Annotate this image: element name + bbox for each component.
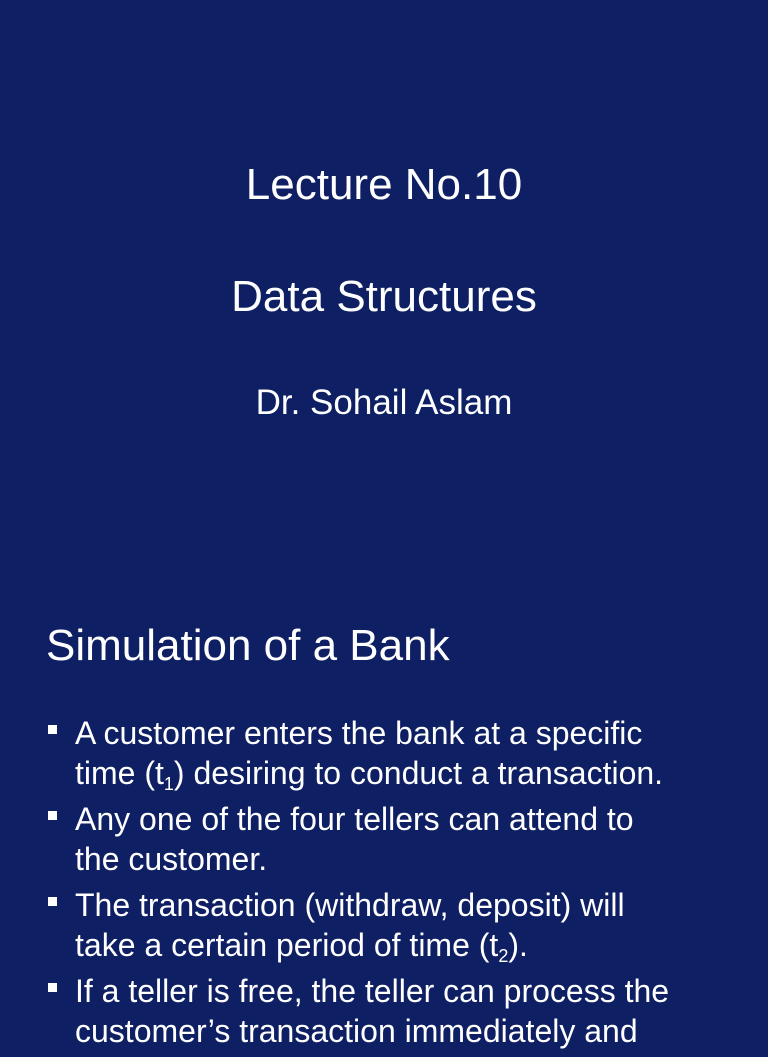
list-item [0, 971, 768, 1051]
bullet-text-line: If a teller is free, the teller can process the [75, 973, 670, 1009]
bullet-list [0, 713, 768, 1057]
list-item [0, 799, 768, 879]
bullet-text-line: the customer. [75, 841, 268, 877]
square-bullet-icon [48, 811, 57, 820]
bullet-text-fragment: ). [508, 927, 528, 963]
list-item [0, 713, 768, 793]
bullet-text-fragment: time (t [75, 755, 164, 791]
bullet-text-fragment: take a certain period of time (t [75, 927, 499, 963]
bullet-text-line: Any one of the four tellers can attend to [75, 801, 634, 837]
square-bullet-icon [48, 897, 57, 906]
author-name: Dr. Sohail Aslam [255, 383, 513, 422]
list-item [0, 885, 768, 965]
bullet-text-line: The transaction (withdraw, deposit) will [75, 887, 625, 923]
bullet-text-line [75, 753, 748, 793]
subscript: 2 [498, 946, 509, 966]
content-slide [0, 576, 768, 1049]
course-title-heading: Data Structures [231, 272, 537, 321]
subscript: 1 [163, 774, 174, 794]
lecture-number-heading: Lecture No.10 [245, 160, 523, 209]
bullet-text-fragment: ) desiring to conduct a transaction. [173, 755, 664, 791]
square-bullet-icon [48, 725, 57, 734]
slide-title: Simulation of a Bank [46, 621, 450, 670]
bullet-text-line: A customer enters the bank at a specific [75, 715, 643, 751]
square-bullet-icon [48, 983, 57, 992]
bullet-text-line: customer’s transaction immediately and [75, 1013, 638, 1049]
bullet-text-line [75, 925, 748, 965]
